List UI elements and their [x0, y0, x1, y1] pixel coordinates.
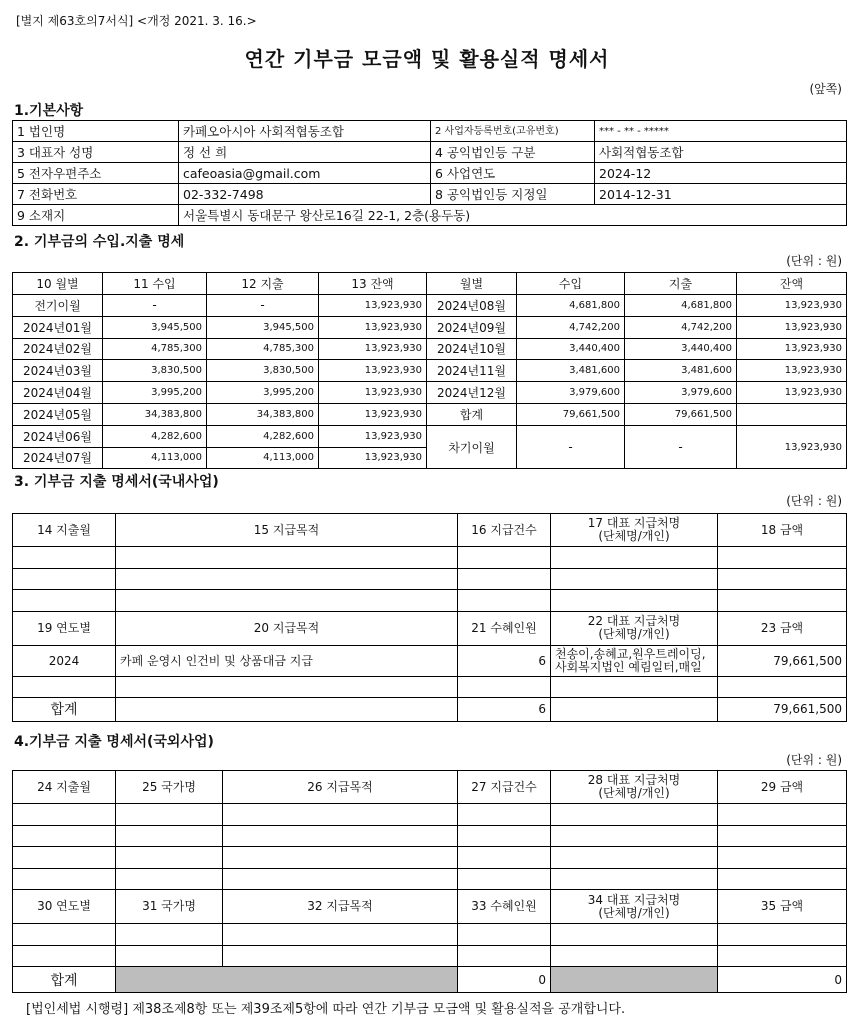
- income-expense-table: [12, 272, 847, 469]
- empty-cell: [718, 924, 847, 946]
- empty-cell: [458, 590, 551, 612]
- balance-cell: 13,923,930: [319, 295, 427, 317]
- field-label: 4 공익법인등 구분: [431, 142, 595, 163]
- table-row: [13, 697, 847, 721]
- month-cell: 2024년07월: [13, 447, 103, 469]
- column-header: 34 대표 지급처명 (단체명/개인): [551, 890, 718, 924]
- column-header: 35 금액: [718, 890, 847, 924]
- expense-cell: -: [625, 425, 737, 469]
- empty-cell: [116, 847, 223, 869]
- year-cell: 2024: [13, 645, 116, 676]
- empty-cell: [718, 945, 847, 967]
- expense-cell: 3,945,500: [207, 316, 319, 338]
- table-row: [13, 121, 847, 142]
- balance-cell: 13,923,930: [737, 338, 847, 360]
- empty-cell: [13, 847, 116, 869]
- month-cell: 2024년04월: [13, 382, 103, 404]
- balance-cell: [737, 403, 847, 425]
- empty-cell: [458, 924, 551, 946]
- empty-cell: [551, 590, 718, 612]
- field-value: cafeoasia@gmail.com: [179, 163, 431, 184]
- month-cell: 2024년06월: [13, 425, 103, 447]
- section1-heading: 1.기본사항: [14, 103, 84, 119]
- expense-cell: 4,785,300: [207, 338, 319, 360]
- table-row: [13, 890, 847, 924]
- empty-cell: [718, 825, 847, 847]
- table-row: [13, 645, 847, 676]
- empty-cell: [718, 804, 847, 826]
- column-header: 31 국가명: [116, 890, 223, 924]
- income-cell: -: [517, 425, 625, 469]
- footer-note: [법인세법 시행령] 제38조제8항 또는 제39조제5항에 따라 연간 기부금 모금액 및 활용실적을 공개합니다.: [26, 1002, 626, 1017]
- empty-cell: [551, 547, 718, 569]
- column-header: 26 지급목적: [223, 771, 458, 804]
- empty-cell: [13, 868, 116, 890]
- month-cell: 2024년09월: [427, 316, 517, 338]
- empty-cell: [551, 924, 718, 946]
- column-header: 17 대표 지급처명 (단체명/개인): [551, 514, 718, 547]
- field-value: *** - ** - *****: [595, 121, 847, 142]
- column-header: 수입: [517, 273, 625, 295]
- expense-cell: 4,742,200: [625, 316, 737, 338]
- empty-cell: [116, 825, 223, 847]
- empty-cell: [223, 847, 458, 869]
- balance-cell: 13,923,930: [319, 360, 427, 382]
- field-label: 9 소재지: [13, 205, 179, 226]
- empty-cell: [551, 945, 718, 967]
- empty-cell: [223, 825, 458, 847]
- income-cell: 3,979,600: [517, 382, 625, 404]
- field-value: 02-332-7498: [179, 184, 431, 205]
- column-header: 10 월별: [13, 273, 103, 295]
- income-cell: 79,661,500: [517, 403, 625, 425]
- income-cell: 3,440,400: [517, 338, 625, 360]
- month-cell: 2024년11월: [427, 360, 517, 382]
- table-row: [13, 273, 847, 295]
- empty-cell: [458, 676, 551, 697]
- field-label: 2 사업자등록번호(고유번호): [431, 121, 595, 142]
- basic-info-table: [12, 120, 847, 226]
- table-row: [13, 676, 847, 697]
- balance-cell: 13,923,930: [737, 382, 847, 404]
- field-label: 5 전자우편주소: [13, 163, 179, 184]
- income-cell: 3,481,600: [517, 360, 625, 382]
- field-label: 3 대표자 성명: [13, 142, 179, 163]
- empty-cell: [551, 676, 718, 697]
- empty-cell: [458, 868, 551, 890]
- empty-cell: [223, 868, 458, 890]
- table-row: [13, 403, 847, 425]
- section3-heading: 3. 기부금 지출 명세서(국내사업): [14, 474, 219, 490]
- table-row: [13, 184, 847, 205]
- empty-cell: [458, 847, 551, 869]
- empty-cell: [116, 547, 458, 569]
- balance-cell: 13,923,930: [319, 403, 427, 425]
- table-row: [13, 425, 847, 447]
- empty-cell: [718, 847, 847, 869]
- column-header: 15 지급목적: [116, 514, 458, 547]
- expense-cell: 4,282,600: [207, 425, 319, 447]
- column-header: 11 수입: [103, 273, 207, 295]
- table-row: [13, 771, 847, 804]
- field-value: 정 선 희: [179, 142, 431, 163]
- column-header: 14 지출월: [13, 514, 116, 547]
- expense-cell: 3,995,200: [207, 382, 319, 404]
- income-cell: 4,785,300: [103, 338, 207, 360]
- amount-cell: 79,661,500: [718, 645, 847, 676]
- expense-cell: 3,979,600: [625, 382, 737, 404]
- total-label: 합계: [13, 697, 116, 721]
- form-number: [별지 제63호의7서식] <개정 2021. 3. 16.>: [16, 14, 257, 28]
- expense-cell: 3,481,600: [625, 360, 737, 382]
- month-cell: 2024년10월: [427, 338, 517, 360]
- field-value: 2024-12: [595, 163, 847, 184]
- shaded-cell: [116, 967, 458, 993]
- column-header: 지출: [625, 273, 737, 295]
- table-row: [13, 316, 847, 338]
- empty-cell: [116, 868, 223, 890]
- empty-cell: [718, 547, 847, 569]
- total-label: 합계: [13, 967, 116, 993]
- month-cell: 전기이월: [13, 295, 103, 317]
- empty-cell: [116, 676, 458, 697]
- empty-cell: [458, 547, 551, 569]
- income-cell: 4,282,600: [103, 425, 207, 447]
- column-header: 21 수혜인원: [458, 611, 551, 645]
- month-cell: 2024년03월: [13, 360, 103, 382]
- table-row: [13, 338, 847, 360]
- empty-cell: [13, 547, 116, 569]
- total-amount: 0: [718, 967, 847, 993]
- balance-cell: 13,923,930: [737, 425, 847, 469]
- empty-cell: [458, 825, 551, 847]
- expense-cell: 3,440,400: [625, 338, 737, 360]
- empty-cell: [458, 568, 551, 590]
- field-label: 6 사업연도: [431, 163, 595, 184]
- purpose-cell: 카페 운영시 인건비 및 상품대금 지급: [116, 645, 458, 676]
- empty-cell: [223, 945, 458, 967]
- page-side-label: (앞쪽): [809, 82, 842, 96]
- empty-cell: [116, 568, 458, 590]
- page-title: 연간 기부금 모금액 및 활용실적 명세서: [244, 47, 610, 71]
- section2-heading: 2. 기부금의 수입.지출 명세: [14, 234, 185, 250]
- empty-cell: [458, 945, 551, 967]
- field-value: 2014-12-31: [595, 184, 847, 205]
- column-header: 23 금액: [718, 611, 847, 645]
- month-cell: 2024년12월: [427, 382, 517, 404]
- balance-cell: 13,923,930: [319, 316, 427, 338]
- table-row: [13, 945, 847, 967]
- month-cell: 2024년08월: [427, 295, 517, 317]
- income-cell: 3,995,200: [103, 382, 207, 404]
- column-header: 25 국가명: [116, 771, 223, 804]
- balance-cell: 13,923,930: [737, 360, 847, 382]
- table-row: [13, 868, 847, 890]
- column-header: 29 금액: [718, 771, 847, 804]
- column-header: 13 잔액: [319, 273, 427, 295]
- column-header: 32 지급목적: [223, 890, 458, 924]
- income-cell: 3,945,500: [103, 316, 207, 338]
- table-row: [13, 847, 847, 869]
- empty-cell: [116, 697, 458, 721]
- empty-cell: [13, 676, 116, 697]
- empty-cell: [116, 945, 223, 967]
- empty-cell: [223, 804, 458, 826]
- total-count: 0: [458, 967, 551, 993]
- month-cell: 2024년01월: [13, 316, 103, 338]
- empty-cell: [116, 804, 223, 826]
- payee-cell: 천송이,송혜교,원우트레이딩, 사회복지법인 예림일터,매일: [551, 645, 718, 676]
- field-value: 카페오아시아 사회적협동조합: [179, 121, 431, 142]
- table-row: [13, 825, 847, 847]
- table-row: [13, 547, 847, 569]
- table-row: [13, 142, 847, 163]
- empty-cell: [13, 590, 116, 612]
- column-header: 잔액: [737, 273, 847, 295]
- section3-unit: (단위 : 원): [786, 494, 842, 508]
- column-header: 22 대표 지급처명 (단체명/개인): [551, 611, 718, 645]
- address-value: 서울특별시 동대문구 왕산로16길 22-1, 2층(용두동): [179, 205, 847, 226]
- shaded-cell: [551, 967, 718, 993]
- column-header: 월별: [427, 273, 517, 295]
- table-row: [13, 568, 847, 590]
- table-row: [13, 514, 847, 547]
- column-header: 28 대표 지급처명 (단체명/개인): [551, 771, 718, 804]
- empty-cell: [551, 804, 718, 826]
- income-cell: 4,113,000: [103, 447, 207, 469]
- empty-cell: [13, 924, 116, 946]
- empty-cell: [718, 568, 847, 590]
- section4-heading: 4.기부금 지출 명세서(국외사업): [14, 734, 214, 750]
- column-header: 18 금액: [718, 514, 847, 547]
- table-row: [13, 590, 847, 612]
- table-row: [13, 924, 847, 946]
- empty-cell: [116, 590, 458, 612]
- table-row: [13, 205, 847, 226]
- section2-unit: (단위 : 원): [786, 254, 842, 268]
- empty-cell: [551, 825, 718, 847]
- month-cell: 2024년02월: [13, 338, 103, 360]
- expense-cell: -: [207, 295, 319, 317]
- balance-cell: 13,923,930: [319, 382, 427, 404]
- table-row: [13, 382, 847, 404]
- domestic-expense-table: [12, 513, 847, 722]
- column-header: 24 지출월: [13, 771, 116, 804]
- table-row: [13, 804, 847, 826]
- balance-cell: 13,923,930: [737, 316, 847, 338]
- empty-cell: [116, 924, 223, 946]
- empty-cell: [718, 590, 847, 612]
- empty-cell: [718, 676, 847, 697]
- empty-cell: [458, 804, 551, 826]
- income-cell: 4,681,800: [517, 295, 625, 317]
- empty-cell: [551, 847, 718, 869]
- table-row: [13, 360, 847, 382]
- column-header: 12 지출: [207, 273, 319, 295]
- table-row: [13, 967, 847, 993]
- empty-cell: [551, 868, 718, 890]
- empty-cell: [13, 945, 116, 967]
- income-cell: 3,830,500: [103, 360, 207, 382]
- empty-cell: [551, 568, 718, 590]
- empty-cell: [13, 568, 116, 590]
- empty-cell: [13, 825, 116, 847]
- table-row: [13, 163, 847, 184]
- count-cell: 6: [458, 645, 551, 676]
- empty-cell: [13, 804, 116, 826]
- section4-unit: (단위 : 원): [786, 753, 842, 767]
- expense-cell: 4,113,000: [207, 447, 319, 469]
- income-cell: 34,383,800: [103, 403, 207, 425]
- column-header: 19 연도별: [13, 611, 116, 645]
- column-header: 20 지급목적: [116, 611, 458, 645]
- total-amount: 79,661,500: [718, 697, 847, 721]
- overseas-expense-table: [12, 770, 847, 993]
- empty-cell: [718, 868, 847, 890]
- income-cell: -: [103, 295, 207, 317]
- income-cell: 4,742,200: [517, 316, 625, 338]
- field-label: 1 법인명: [13, 121, 179, 142]
- column-header: 33 수혜인원: [458, 890, 551, 924]
- column-header: 30 연도별: [13, 890, 116, 924]
- empty-cell: [223, 924, 458, 946]
- expense-cell: 34,383,800: [207, 403, 319, 425]
- expense-cell: 79,661,500: [625, 403, 737, 425]
- balance-cell: 13,923,930: [319, 425, 427, 447]
- field-value: 사회적협동조합: [595, 142, 847, 163]
- carry-over-label: 차기이월: [427, 425, 517, 469]
- column-header: 27 지급건수: [458, 771, 551, 804]
- month-cell: 2024년05월: [13, 403, 103, 425]
- column-header: 16 지급건수: [458, 514, 551, 547]
- table-row: [13, 295, 847, 317]
- expense-cell: 4,681,800: [625, 295, 737, 317]
- month-cell: 합계: [427, 403, 517, 425]
- total-count: 6: [458, 697, 551, 721]
- field-label: 7 전화번호: [13, 184, 179, 205]
- empty-cell: [551, 697, 718, 721]
- balance-cell: 13,923,930: [737, 295, 847, 317]
- field-label: 8 공익법인등 지정일: [431, 184, 595, 205]
- balance-cell: 13,923,930: [319, 338, 427, 360]
- table-row: [13, 611, 847, 645]
- balance-cell: 13,923,930: [319, 447, 427, 469]
- expense-cell: 3,830,500: [207, 360, 319, 382]
